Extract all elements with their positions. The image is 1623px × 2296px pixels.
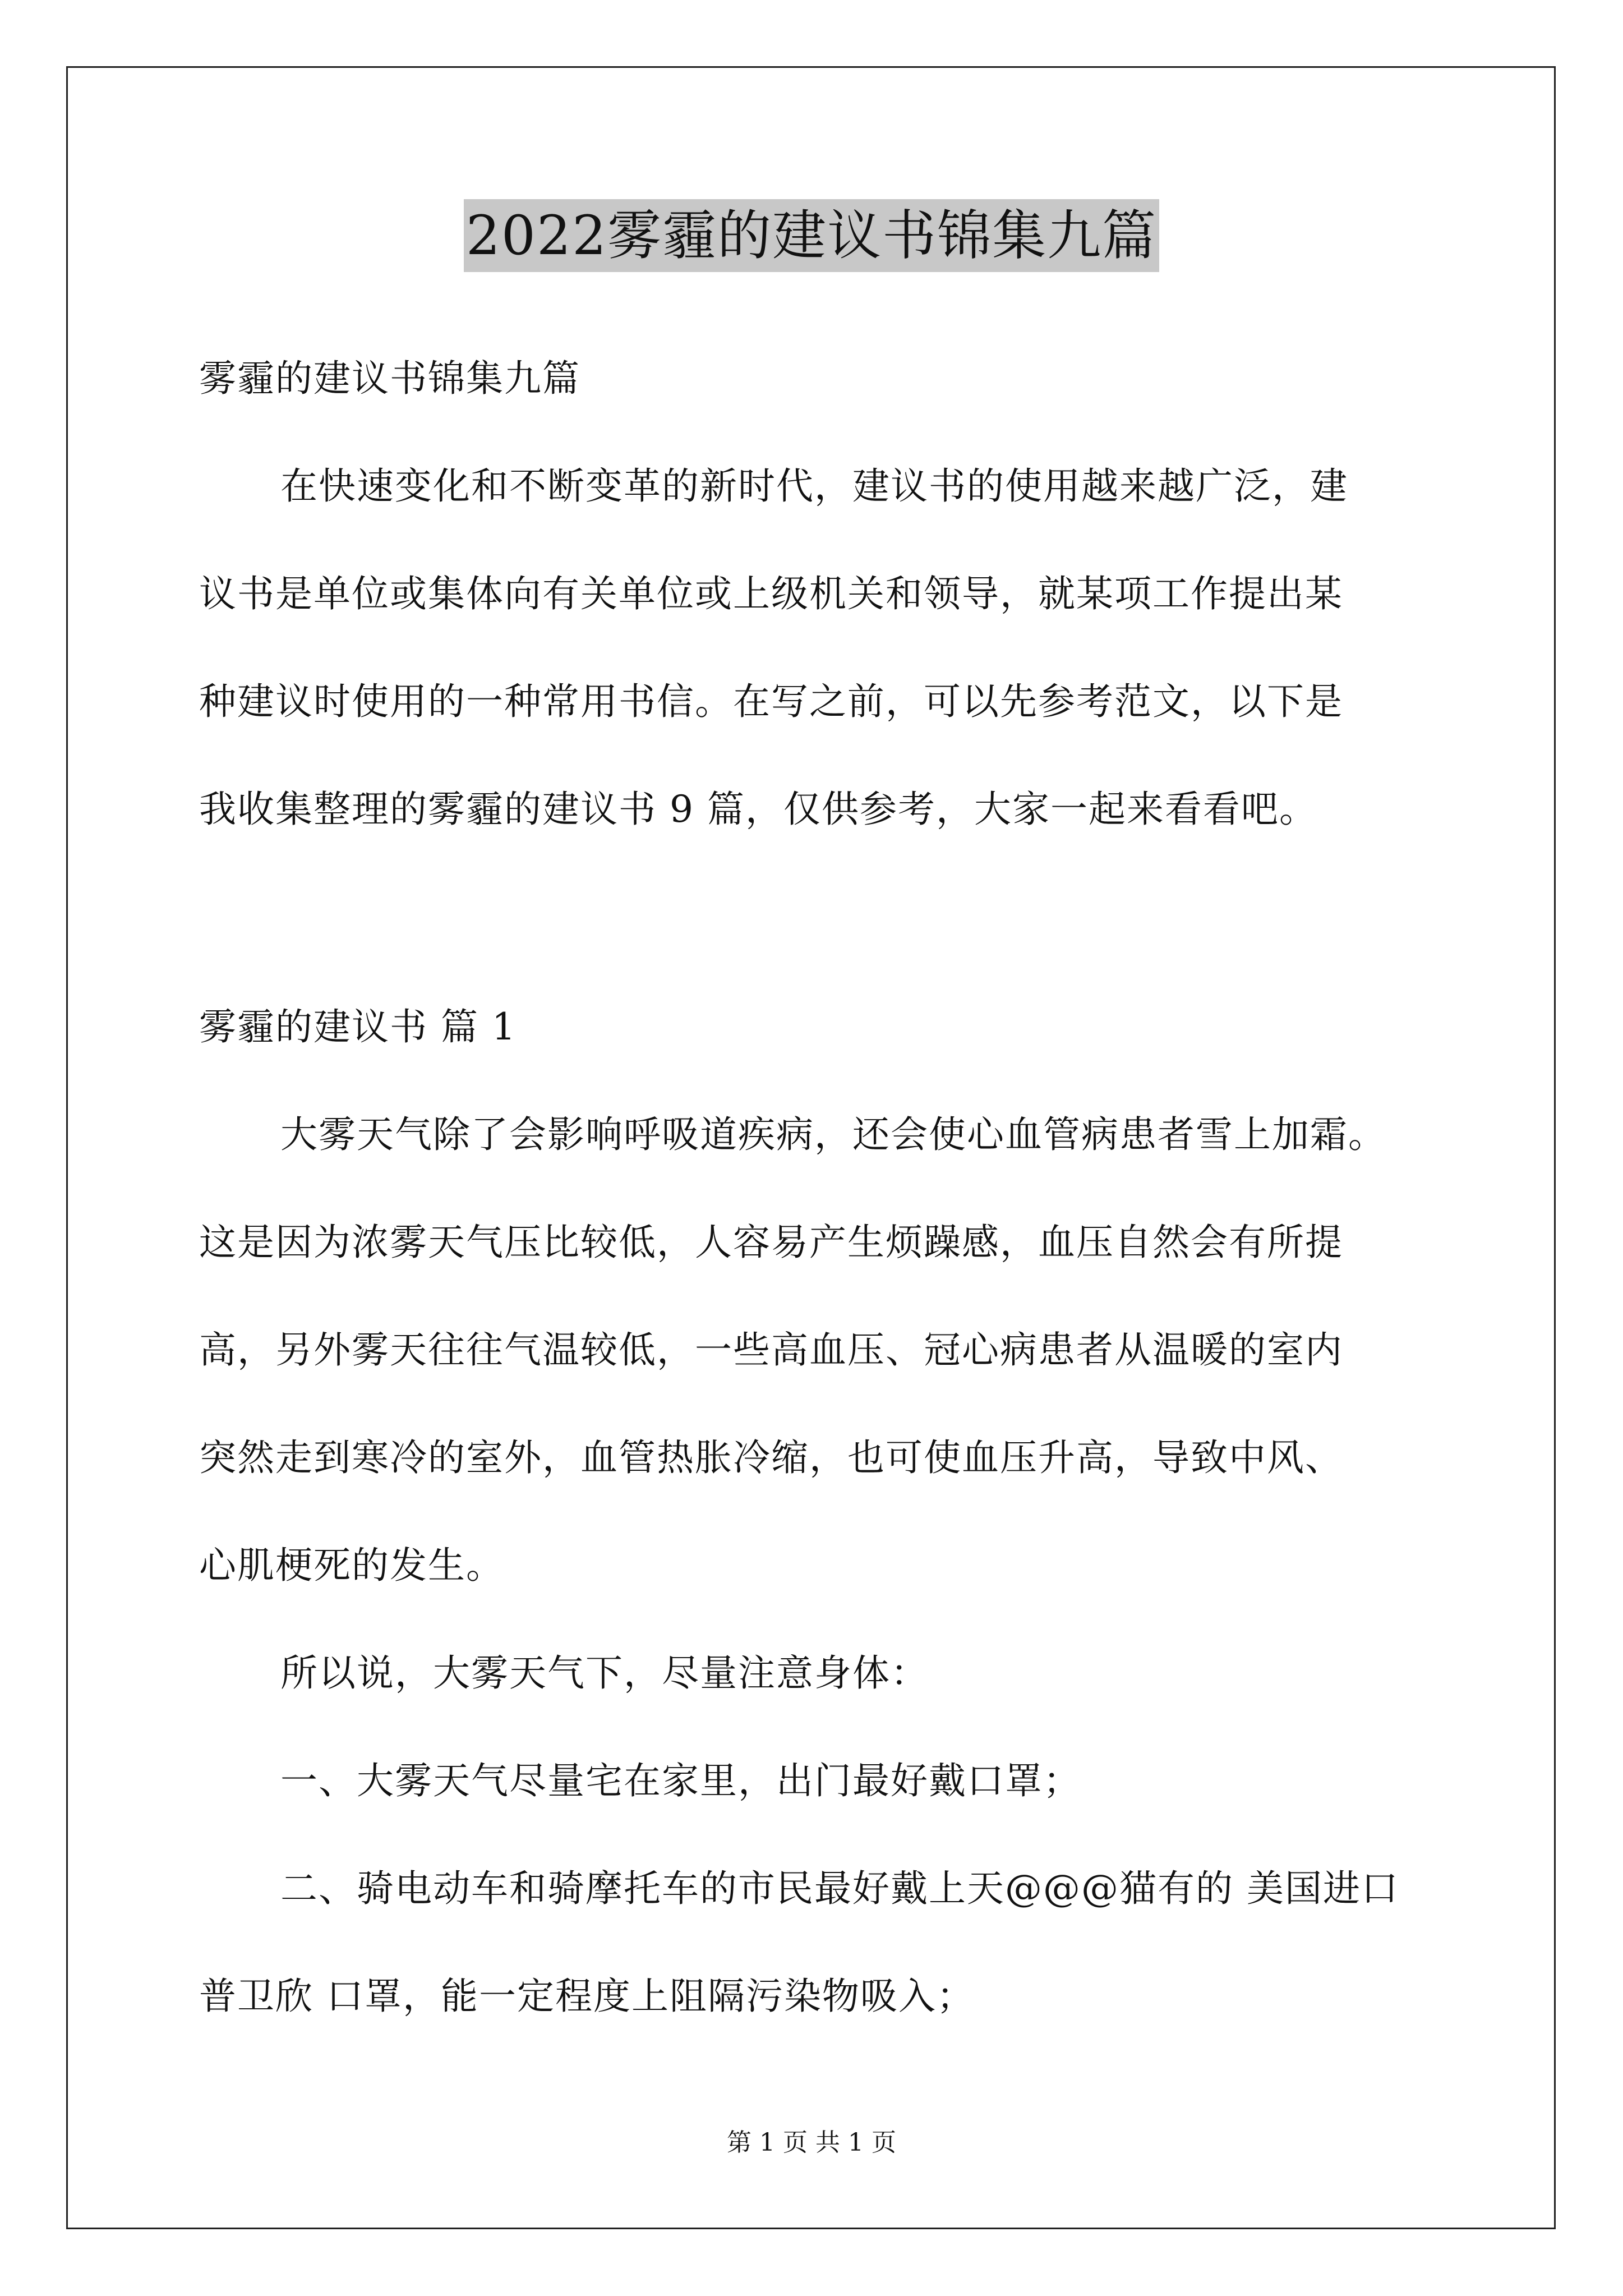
section-1-line-3: 高，另外雾天往往气温较低，一些高血压、冠心病患者从温暖的室内: [199, 1328, 1343, 1372]
title-container: [0, 199, 1623, 272]
document-title: 2022雾霾的建议书锦集九篇: [464, 199, 1159, 272]
section-1-line-1: 大雾天气除了会影响呼吸道疾病，还会使心血管病患者雪上加霜。: [280, 1113, 1386, 1156]
section-1-line-7: 一、大雾天气尽量宅在家里，出门最好戴口罩；: [280, 1759, 1081, 1802]
section-1-line-2: 这是因为浓雾天气压比较低，人容易产生烦躁感，血压自然会有所提: [199, 1221, 1343, 1264]
document-subtitle: 雾霾的建议书锦集九篇: [199, 357, 580, 400]
page-footer: 第 1 页 共 1 页: [727, 2128, 896, 2157]
section-1-heading: 雾霾的建议书 篇 1: [199, 1005, 517, 1048]
section-1-line-4: 突然走到寒冷的室外，血管热胀冷缩，也可使血压升高，导致中风、: [199, 1436, 1343, 1479]
section-1-line-5: 心肌梗死的发生。: [199, 1544, 504, 1587]
intro-line-2: 议书是单位或集体向有关单位或上级机关和领导，就某项工作提出某: [199, 572, 1343, 615]
section-1-line-9: 普卫欣 口罩，能一定程度上阻隔污染物吸入；: [199, 1975, 975, 2018]
intro-line-4: 我收集整理的雾霾的建议书 9 篇，仅供参考，大家一起来看看吧。: [199, 788, 1317, 831]
section-1-line-8: 二、骑电动车和骑摩托车的市民最好戴上天@@@猫有的 美国进口: [280, 1867, 1399, 1910]
intro-line-1: 在快速变化和不断变革的新时代，建议书的使用越来越广泛，建: [280, 464, 1348, 508]
intro-line-3: 种建议时使用的一种常用书信。在写之前，可以先参考范文，以下是: [199, 680, 1343, 723]
section-1-line-6: 所以说，大雾天气下，尽量注意身体：: [280, 1651, 929, 1695]
